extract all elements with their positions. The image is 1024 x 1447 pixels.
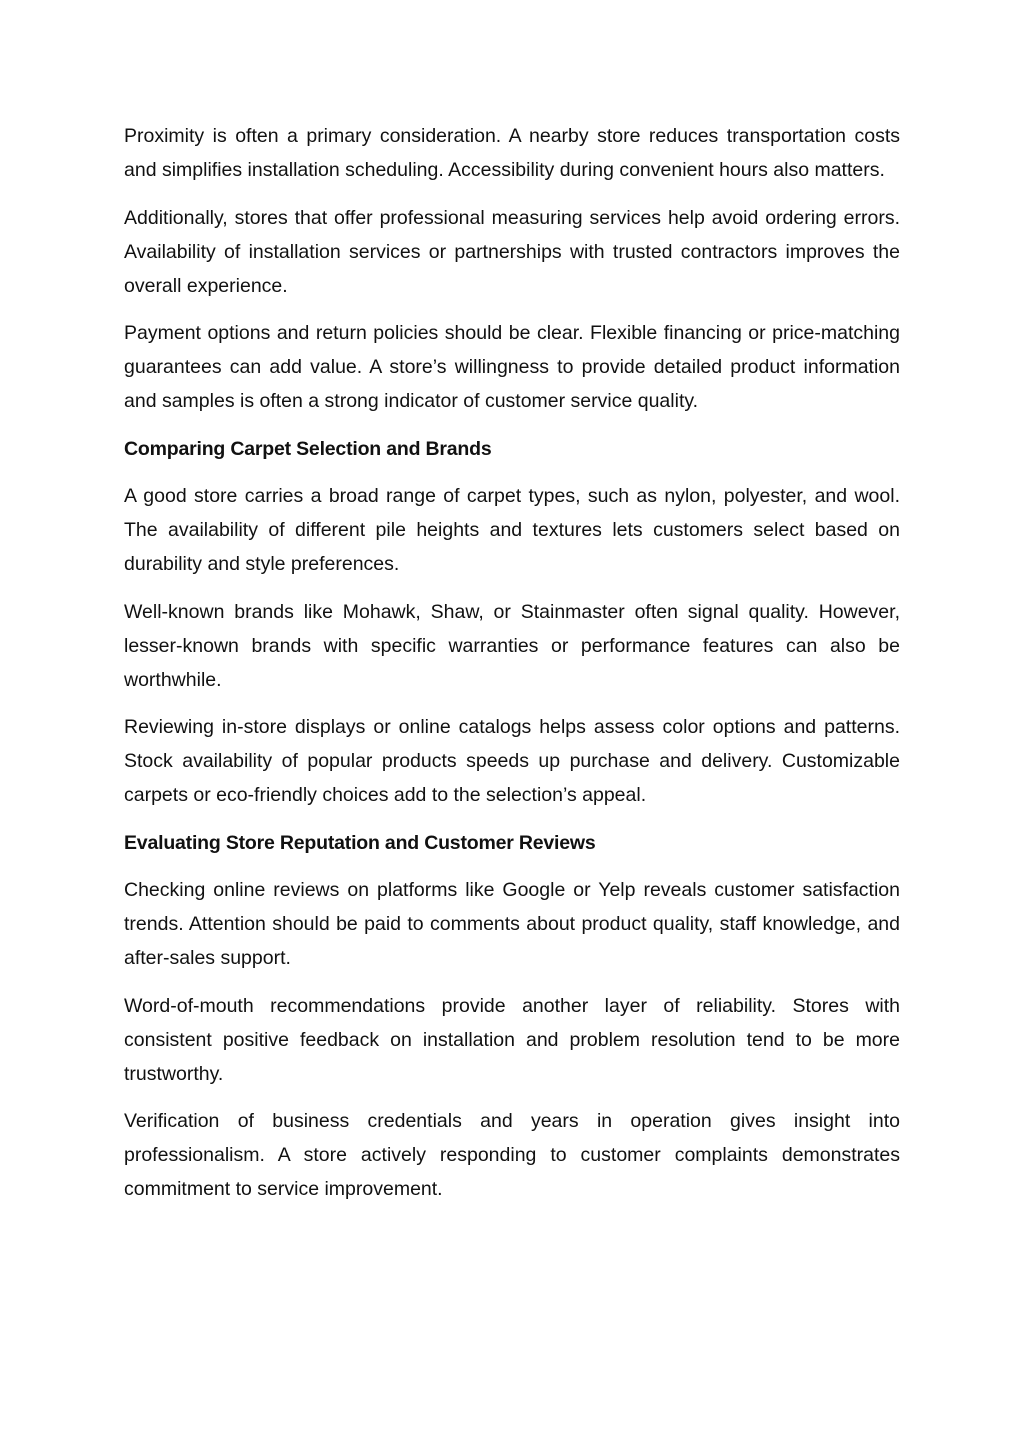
document-page	[124, 119, 900, 1220]
paragraph-displays-catalogs: Reviewing in-store displays or online catalogs helps assess color options and patterns. Stock availability of popular products speeds up purchase and delivery. Customizable carpets or eco-friendly choices add to the selection’s appeal.	[124, 716, 900, 806]
paragraph-word-of-mouth: Word-of-mouth recommendations provide another layer of reliability. Stores with consistent positive feedback on installation and problem resolution tend to be more trustworthy.	[124, 994, 900, 1085]
paragraph-measuring-services: Additionally, stores that offer professional measuring services help avoid ordering errors. Availability of installation services or partnerships with trusted contractors improves the overall experience.	[124, 206, 900, 297]
paragraph-carpet-types: A good store carries a broad range of carpet types, such as nylon, polyester, and wool. The availability of different pile heights and textures lets customers select based on durability and style preferences.	[124, 485, 900, 575]
paragraph-brands: Well-known brands like Mohawk, Shaw, or Stainmaster often signal quality. However, lesser-known brands with specific warranties or performance features can also be worthwhile.	[124, 600, 900, 691]
paragraph-online-reviews: Checking online reviews on platforms like Google or Yelp reveals customer satisfaction trends. Attention should be paid to comments about product quality, staff knowledge, and after-sales support.	[124, 879, 900, 969]
heading-carpet-selection: Comparing Carpet Selection and Brands	[124, 437, 492, 460]
heading-store-reputation: Evaluating Store Reputation and Customer Reviews	[124, 831, 596, 854]
paragraph-credentials: Verification of business credentials and years in operation gives insight into professionalism. A store actively responding to customer complaints demonstrates commitment to service improvement.	[124, 1110, 900, 1200]
paragraph-proximity: Proximity is often a primary consideration. A nearby store reduces transportation costs and simplifies installation scheduling. Accessibility during convenient hours also matters.	[124, 125, 900, 181]
paragraph-payment-options: Payment options and return policies should be clear. Flexible financing or price-matching guarantees can add value. A store’s willingness to provide detailed product information and samples is often a strong indicator of customer service quality.	[124, 322, 900, 412]
